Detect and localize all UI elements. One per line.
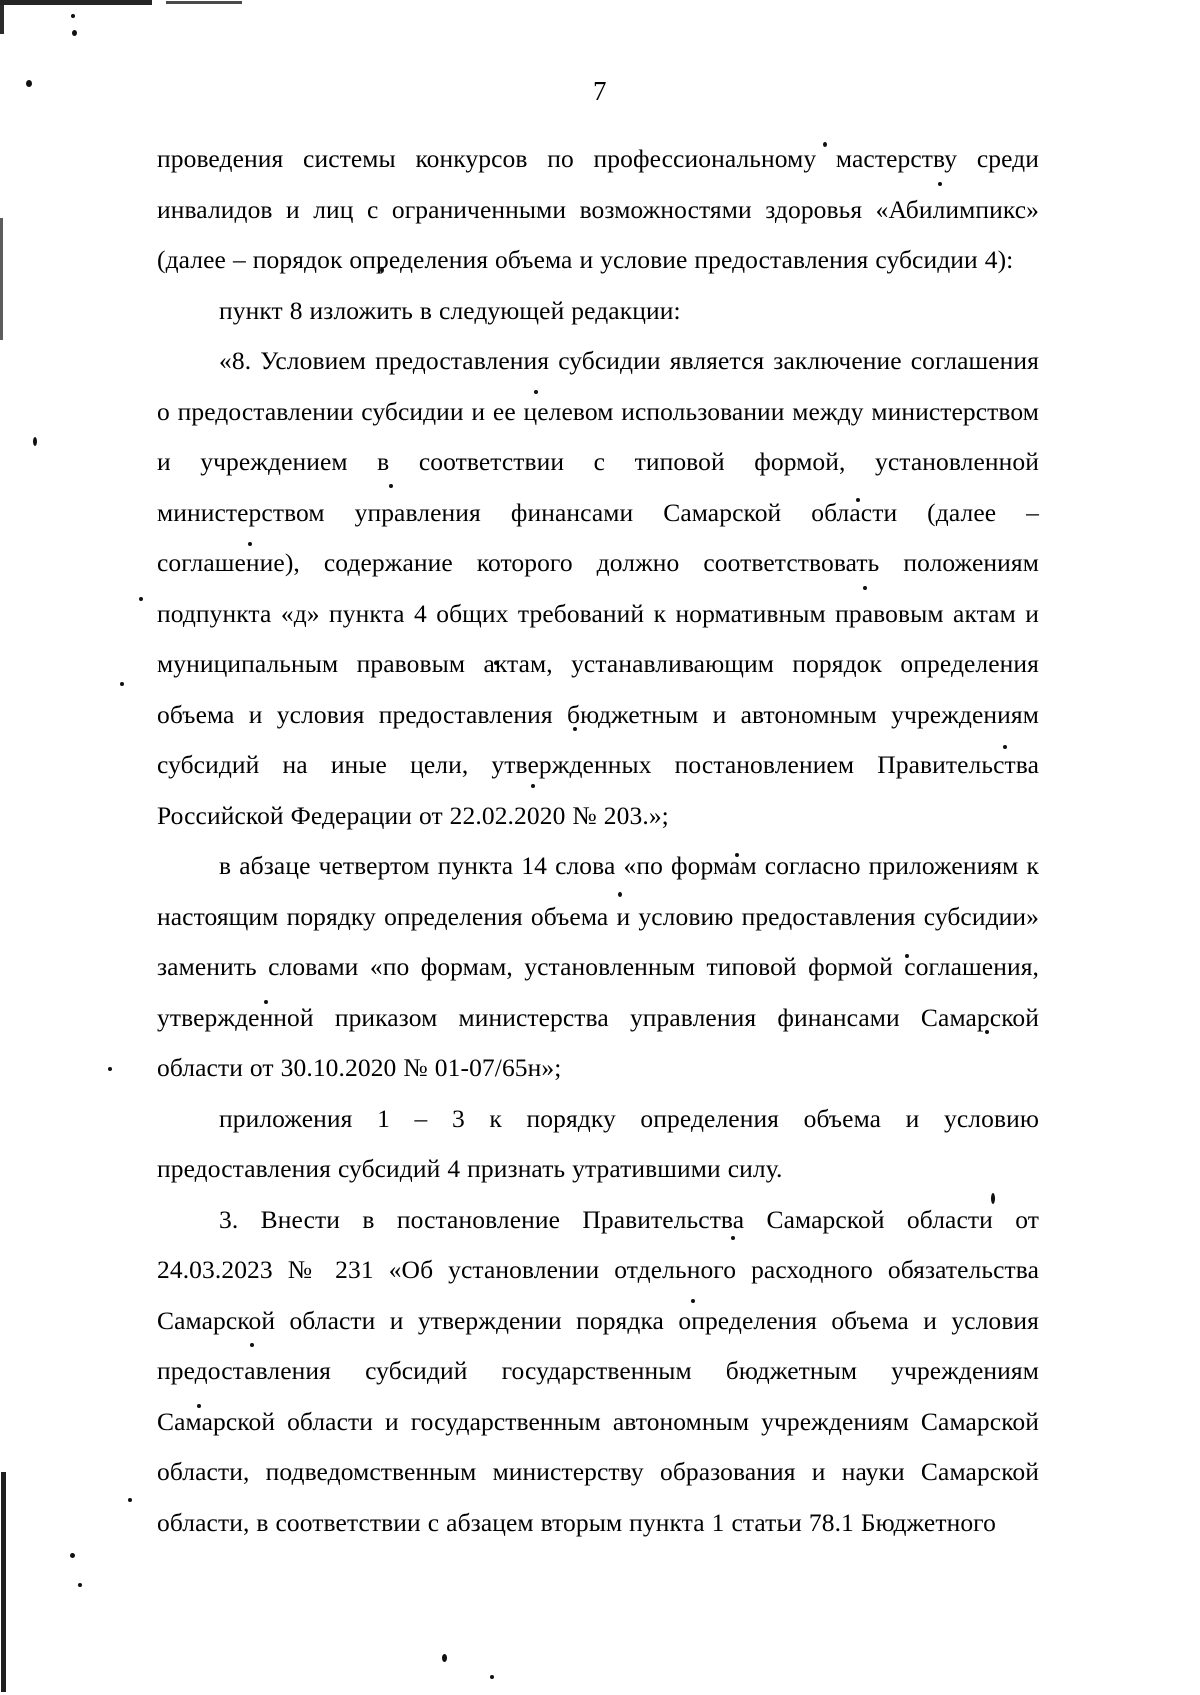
page-number: 7 [593,76,607,106]
scan-speckle [442,1654,447,1662]
scan-speckle [128,1498,132,1502]
scan-speckle [71,14,75,18]
scan-speckle [78,1583,82,1587]
paragraph: 3. Внести в постановление Правительства Самарской области от 24.03.2023 № 231 «Об установлении отдельного расходного обязательства Самарской области и утверждении порядка определения объема и условия предоставления субсидий государственным бюджетным учреждениям Самарской области и государственным автономным учреждениям Самарской области, подведомственным министерству образования и науки Самарской области, в соответствии с абзацем вторым пункта 1 статьи 78.1 Бюджетного [157,1204,1039,1537]
paragraph: приложения 1 – 3 к порядку определения объема и условию предоставления субсидий 4 признать утратившими силу. [157,1103,1039,1183]
scan-speckle [108,1067,112,1071]
scan-speckle [33,437,37,446]
scan-speckle [120,682,124,686]
scan-speckle [139,597,143,601]
paragraph: пункт 8 изложить в следующей редакции: [219,295,681,325]
scan-edge-artifact [166,1,242,4]
scan-speckle [72,30,77,36]
paragraph: «8. Условием предоставления субсидии является заключение соглашения о предоставлении субсидии и ее целевом использовании между министерством и учреждением в соответствии с типовой формой, установленной министерством управления финансами Самарской области (далее – соглашение), содержание которого должно соответствовать положениям подпункта «д» пункта 4 общих требований к нормативным правовым актам и муниципальным правовым актам, устанавливающим порядок определения объема и условия предоставления бюджетным и автономным учреждениям субсидий на иные цели, утвержденных постановлением Правительства Российской Федерации от 22.02.2020 № 203.»; [157,346,1039,830]
scan-edge-artifact [1,1472,6,1692]
scan-edge-artifact [0,218,3,340]
document-body [157,134,1039,1548]
scan-speckle [490,1675,494,1679]
paragraph: проведения системы конкурсов по профессиональному мастерству среди инвалидов и лиц с ограниченными возможностями здоровья «Абилимпикс» (далее – порядок определения объема и условие предоставления субсидии 4): [157,144,1039,274]
scan-speckle [70,1553,75,1558]
paragraph: в абзаце четвертом пункта 14 слова «по формам согласно приложениям к настоящим порядку определения объема и условию предоставления субсидии» заменить словами «по формам, установленным типовой формой соглашения, утвержденной приказом министерства управления финансами Самарской области от 30.10.2020 № 01-07/65н»; [157,851,1039,1082]
scan-edge-artifact [0,0,152,5]
scan-edge-artifact [0,0,4,34]
